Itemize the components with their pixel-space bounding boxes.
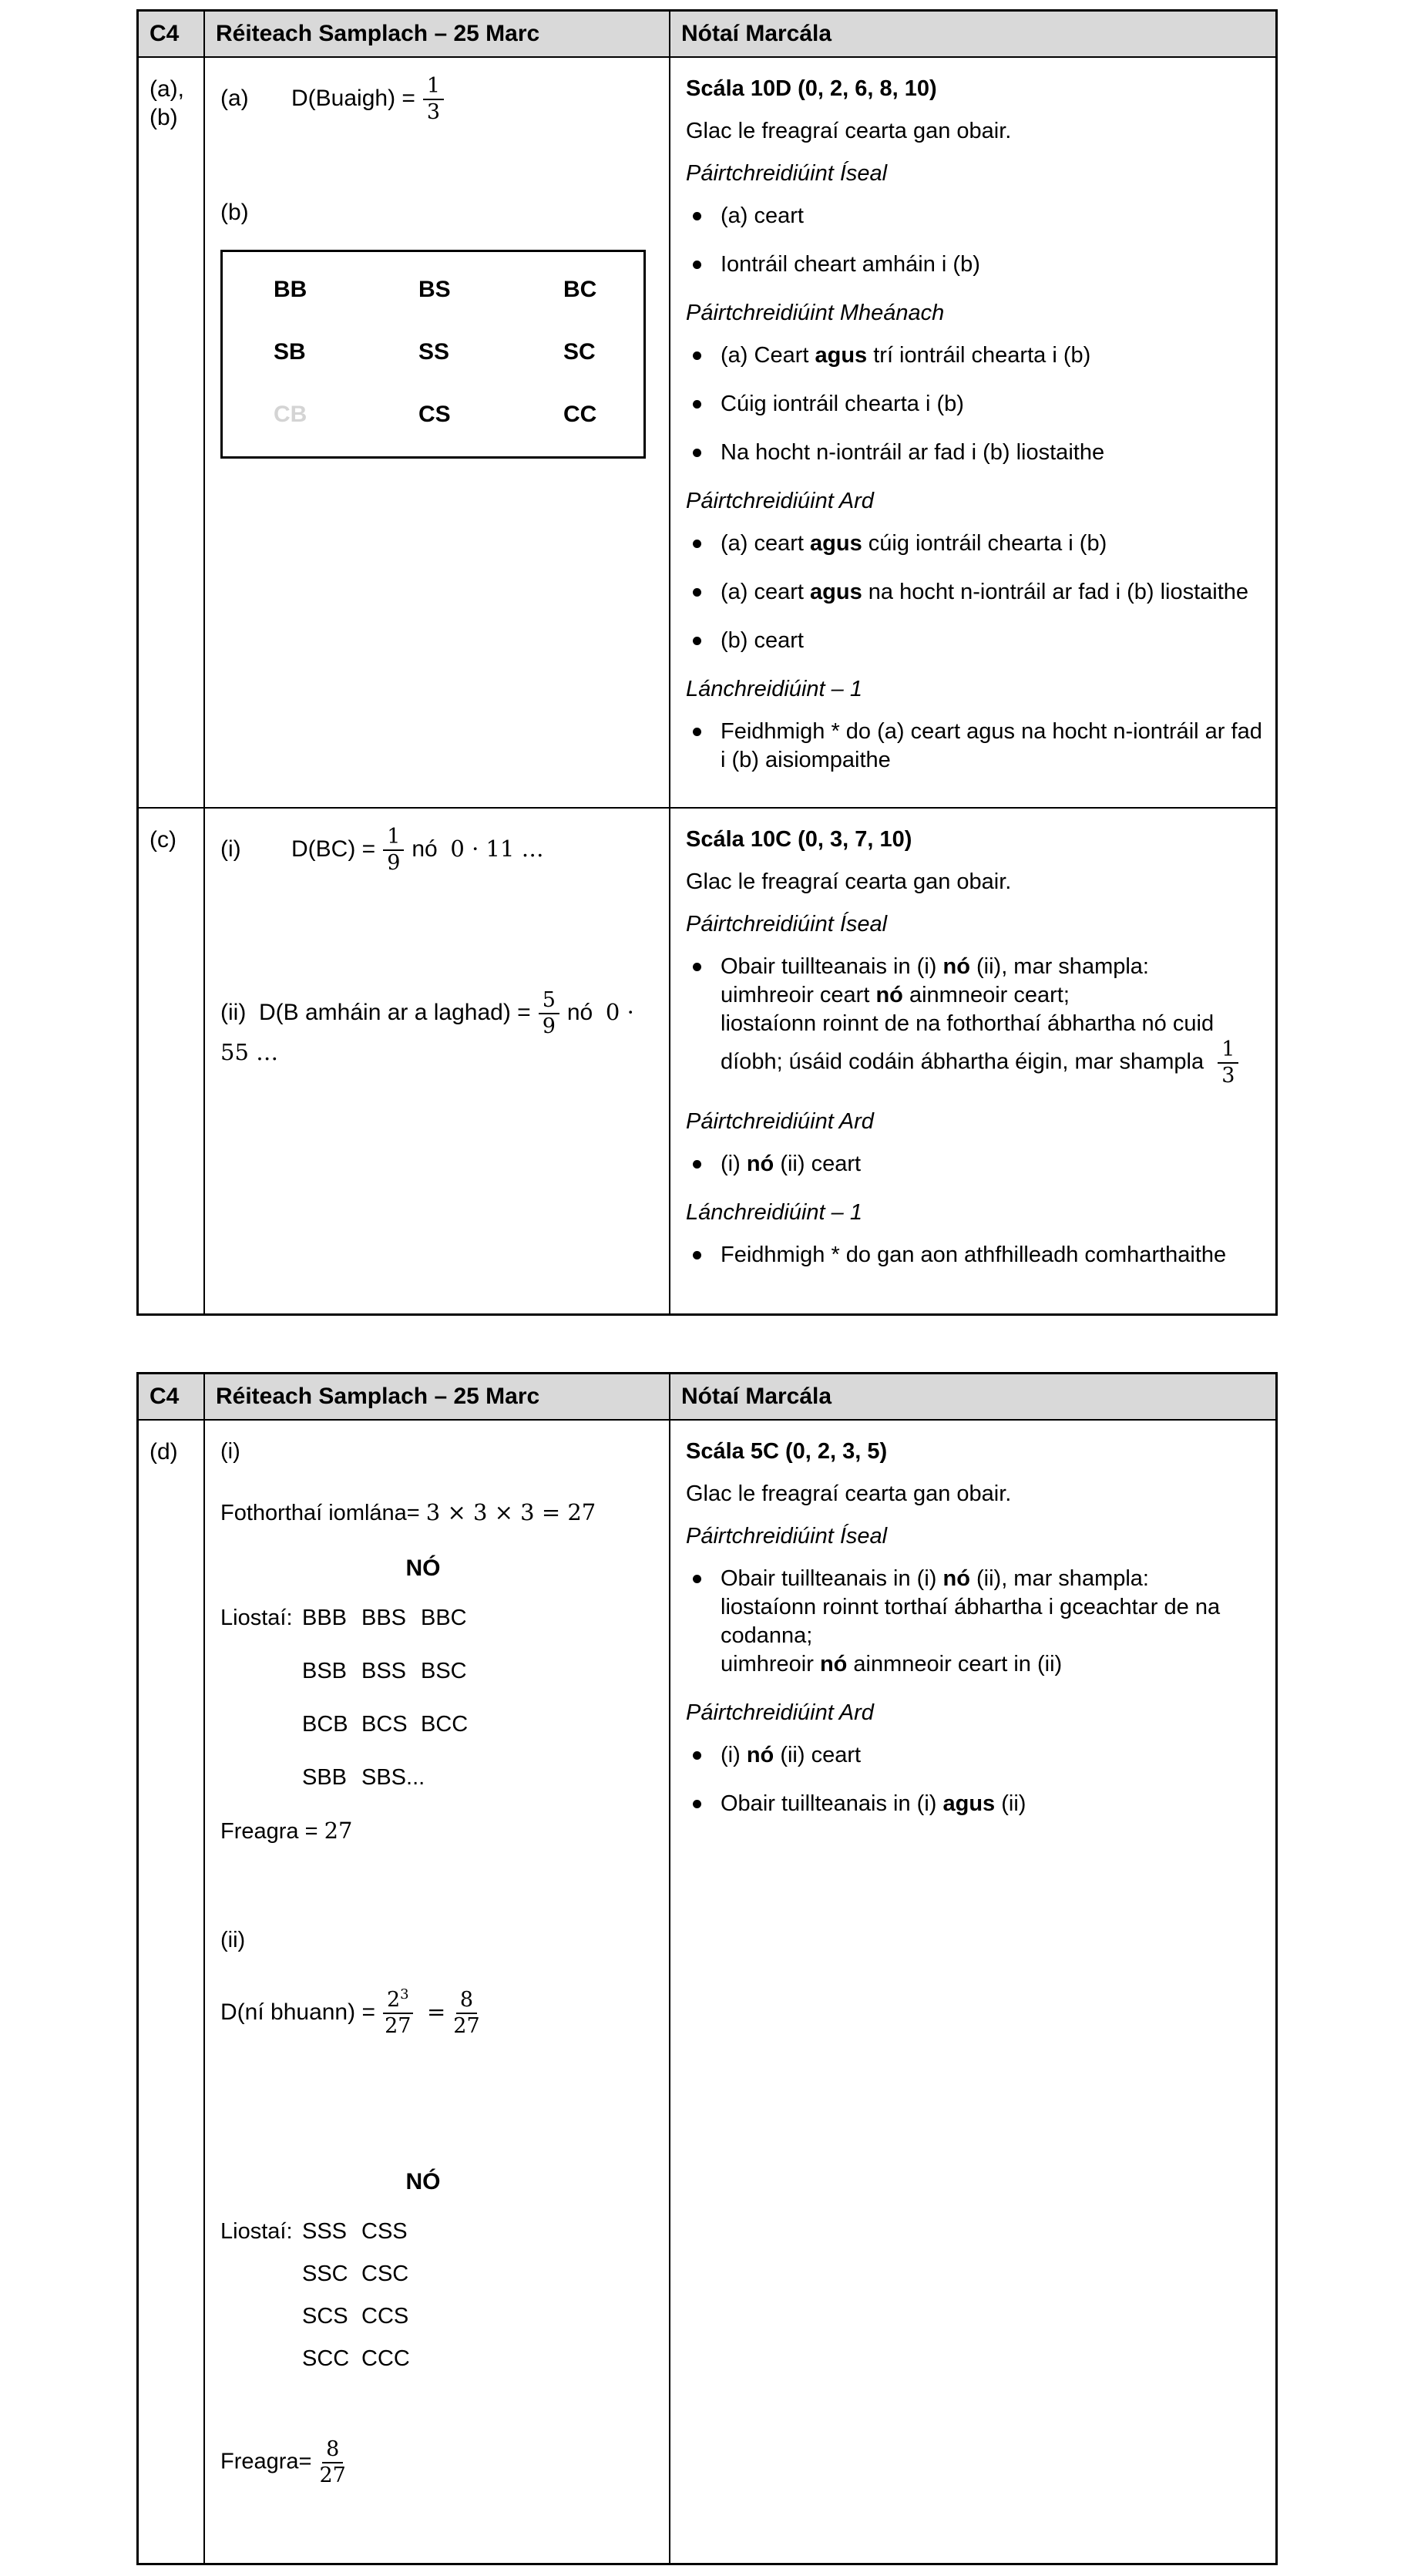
part-label-b: (b) [150,105,178,130]
table2-header-solution: Réiteach Samplach – 25 Marc [205,1374,670,1421]
sample-space-entry: SC [563,339,596,365]
outcome: BCS [361,1712,408,1737]
list-row [220,1657,657,1686]
bullet-icon [693,588,701,597]
sample-space-box [220,250,646,459]
answer-line-1 [220,1817,657,1846]
outcome: CCC [361,2346,410,2371]
fraction-one-ninth: $\frac{1}{9}$ [383,826,404,875]
outcome-list-1 [220,1604,657,1792]
or-word: nó [412,836,438,862]
bullet-icon [693,1160,701,1169]
note-bullet: Na hocht n-iontráil ar fad i (b) liostaithe [686,439,1263,467]
marking-scheme-table-2 [136,1372,1278,2565]
outcome: BSS [361,1659,407,1683]
list-row [220,2218,657,2246]
part-i-heading: (i) [220,1439,240,1464]
credit-heading: Lánchreidiúint – 1 [686,1200,862,1225]
bullet-icon [693,1251,701,1259]
note-bullet: Feidhmigh * do gan aon athfhilleadh comharthaithe [686,1241,1263,1270]
outcome: SBB [302,1765,348,1790]
scale-heading: Scála 10C (0, 3, 7, 10) [686,827,912,852]
note-bullet: Feidhmigh * do (a) ceart agus na hocht n-iontráil ar fad i (b) aisiompaithe [686,718,1263,775]
fraction-eight-27: $\frac{8}{27}$ [453,1988,480,2038]
note-bullet: Iontráil cheart amháin i (b) [686,251,1263,279]
credit-heading: Páirtchreidiúint Ard [686,489,874,513]
credit-heading: Páirtchreidiúint Íseal [686,1524,888,1549]
list-row [220,2260,657,2288]
equation-ci-text: D(BC) = [291,836,376,862]
list-row [220,1764,657,1792]
equation-cii-label: (ii) [220,999,247,1025]
outcome: BBB [302,1606,348,1630]
outcome: SBS... [361,1765,425,1790]
list-row [220,1604,657,1633]
credit-heading: Páirtchreidiúint Íseal [686,161,888,186]
outcome: SCS [302,2304,348,2329]
outcome: BSB [302,1659,348,1683]
marking-scheme-table-1 [136,9,1278,1316]
part-label-a: (a), [150,76,184,102]
outcome: CCS [361,2304,409,2329]
outcome: CSC [361,2262,409,2286]
bullet-icon [693,963,701,971]
note-bullet: Obair tuillteanais in (i) agus (ii) [686,1790,1263,1818]
sample-space-entry: BC [563,277,597,302]
note-text: Glac le freagraí cearta gan obair. [686,869,1012,894]
equation-dii-text: D(ní bhuann) = [220,1999,375,2025]
outcome: BCC [421,1712,469,1737]
row-c-label-cell [139,809,205,1313]
note-bullet: (a) ceart [686,202,1263,230]
bullet-icon [693,449,701,457]
sample-space-entry: BB [274,277,307,302]
outcome: SSS [302,2219,348,2244]
decimal-value: 0 · 11 … [450,835,544,862]
row-ab-solution-cell [205,58,670,809]
scale-heading: Scála 5C (0, 2, 3, 5) [686,1439,888,1464]
equation-cii-text: D(B amháin ar a laghad) = [258,999,531,1025]
table2-header-question: C4 [139,1374,205,1421]
outcome-list-2 [220,2218,657,2373]
row-c-notes-cell [670,809,1275,1313]
part-label-c: (c) [150,827,176,853]
credit-heading: Páirtchreidiúint Mheánach [686,301,945,325]
bullet-icon [693,212,701,220]
list-row [220,2345,657,2373]
table1-header-question: C4 [139,12,205,58]
table1-header-solution: Réiteach Samplach – 25 Marc [205,12,670,58]
credit-heading: Lánchreidiúint – 1 [686,677,862,701]
note-text: Glac le freagraí cearta gan obair. [686,1481,1012,1506]
bullet-icon [693,1800,701,1808]
row-d-label-cell [139,1421,205,2563]
note-bullet: (i) nó (ii) ceart [686,1741,1263,1770]
note-bullet: (b) ceart [686,627,1263,655]
fraction-one-third: $\frac{1}{3}$ [423,75,444,124]
note-bullet: Obair tuillteanais in (i) nó (ii), mar shampla: liostaíonn roinnt torthaí ábhartha i gceachtar de na codanna; uimhreoir nó ainmneoir ceart in (ii) [686,1565,1263,1679]
outcome: CSS [361,2219,408,2244]
part-label-d: (d) [150,1439,178,1465]
row-d-notes-cell [670,1421,1275,2563]
equals-sign: = [426,1998,446,2025]
or-heading: NÓ [405,1555,441,1581]
answer-label: Freagra= [220,2449,312,2474]
bullet-icon [693,1751,701,1760]
answer-label: Freagra = [220,1819,318,1844]
fraction-two-cubed-27: $\frac{2^3}{27}$ [383,1989,413,2038]
answer-value: 27 [324,1818,353,1844]
sample-space-entry: BS [418,277,451,302]
note-bullet: Obair tuillteanais in (i) nó (ii), mar shampla: uimhreoir ceart nó ainmneoir ceart; liostaíonn roinnt de na fothorthaí ábhartha nó cuid díobh; úsáid codáin ábhartha éigin, mar shampla $\frac{1}{3}$ [686,953,1263,1088]
outcome: BCB [302,1712,348,1737]
bullet-icon [693,261,701,269]
part-ii-heading: (ii) [220,1928,246,1952]
outcome: BBC [421,1606,467,1630]
part-b-heading: (b) [220,200,249,225]
answer-line-2 [220,2438,657,2487]
equation-c-i [220,826,657,875]
outcome: SCC [302,2346,350,2371]
outcome: BBS [361,1606,407,1630]
total-outcomes-text: Fothorthaí iomlána= [220,1501,420,1525]
row-ab-label-cell [139,58,205,809]
equation-part-a [220,75,657,124]
sample-space-entry: SS [418,339,450,365]
note-bullet: (i) nó (ii) ceart [686,1150,1263,1179]
total-outcomes-math: 3 × 3 × 3 = 27 [425,1499,596,1525]
bullet-icon [693,728,701,736]
note-bullet: Cúig iontráil chearta i (b) [686,390,1263,419]
table2-header-notes: Nótaí Marcála [670,1374,1275,1421]
bullet-icon [693,351,701,360]
credit-heading: Páirtchreidiúint Ard [686,1700,874,1725]
equation-c-ii [220,989,657,1067]
outcome [421,1764,480,1792]
bullet-icon [693,540,701,548]
table1-header-notes: Nótaí Marcála [670,12,1275,58]
row-ab-notes-cell [670,58,1275,809]
outcome: BSC [421,1659,467,1683]
or-heading: NÓ [405,2169,441,2194]
bullet-icon [693,1575,701,1583]
exponent: 3 [400,1986,409,2003]
equation-d-ii [220,1986,657,2038]
decimal-value: 0 · 55 … [220,998,634,1065]
or-word: nó [566,999,593,1025]
list-label: Liostaí: [220,1606,293,1630]
fraction-eight-27: $\frac{8}{27}$ [319,2437,346,2487]
bullet-icon [693,400,701,409]
equation-ci-label: (i) [220,836,241,862]
note-bullet: (a) Ceart agus trí iontráil chearta i (b) [686,341,1263,370]
sample-space-entry: SB [274,339,306,365]
total-outcomes-line [220,1498,657,1528]
note-bullet: (a) ceart agus cúig iontráil chearta i (b) [686,530,1263,558]
equation-a-label: (a) [220,85,249,111]
credit-heading: Páirtchreidiúint Ard [686,1109,874,1134]
bullet-icon [693,637,701,645]
equation-a-text: D(Buaigh) = [291,85,415,111]
list-row [220,2302,657,2331]
note-bullet: (a) ceart agus na hocht n-iontráil ar fad i (b) liostaithe [686,578,1263,607]
sample-space-entry-muted: CB [274,402,307,427]
row-c-solution-cell [205,809,670,1313]
sample-space-entry: CS [418,402,451,427]
fraction-five-ninths: $\frac{5}{9}$ [539,989,559,1038]
credit-heading: Páirtchreidiúint Íseal [686,912,888,937]
scale-heading: Scála 10D (0, 2, 6, 8, 10) [686,76,937,101]
outcome: SSC [302,2262,348,2286]
sample-space-entry: CC [563,402,597,427]
row-d-solution-cell [205,1421,670,2563]
list-row [220,1710,657,1739]
list-label: Liostaí: [220,2219,293,2244]
note-text: Glac le freagraí cearta gan obair. [686,119,1012,143]
